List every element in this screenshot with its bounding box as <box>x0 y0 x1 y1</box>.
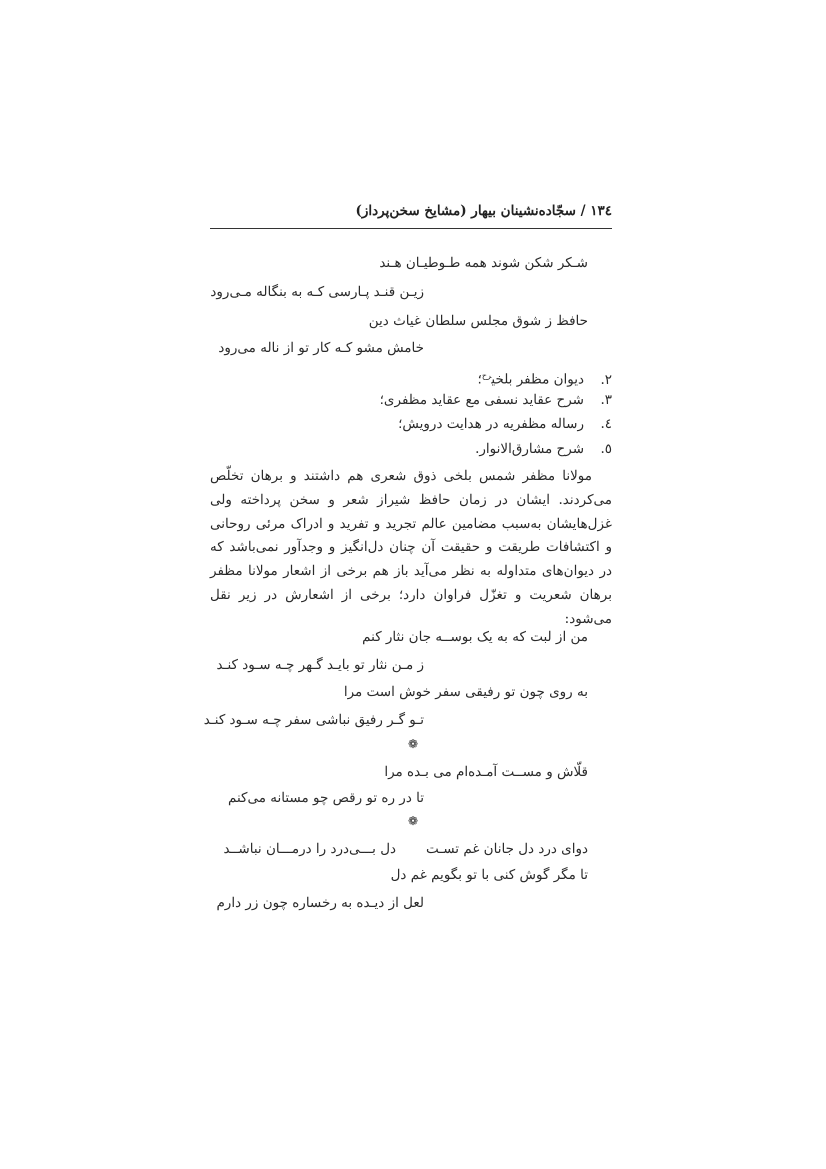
body-paragraph: مولانا مظفر شمس بلخی ذوق شعری هم داشتند و برهان تخلّص می‌کردند. ایشان در زمان حافظ شیراز شعر و سخن پرداخته ولی غزل‌هایشان به‌سبب مضامین عالم تجرید و تفرید و ادراک مرئی روحانی و اکتشافات طریقت و حقیقت آن چنان دل‌انگیز و وجدآور نمی‌باشد که در دیوان‌های متداوله به نظر می‌آید باز هم برخی از اشعار مولانا مظفر برهان شعریت و تغزّل فراوان دارد؛ برخی از اشعارش در زیر نقل می‌شود: <box>210 468 612 627</box>
header-separator: / <box>580 203 586 219</box>
list-number: ٥. <box>600 441 612 457</box>
section-star: ❁ <box>407 737 419 751</box>
hemistich-right: دوای درد دل جانان غم تسـت <box>426 841 588 857</box>
hemistich-left: دل بـــی‌درد را درمـــان نباشــد <box>223 841 397 857</box>
verse-line: زیـن قنـد پـارسی کـه به بنگاله مـی‌رود <box>210 284 424 300</box>
verse-line: تا مگر گوش کنی با تو بگویم غم دل <box>390 867 588 883</box>
list-item <box>380 391 612 409</box>
header-rule <box>210 228 612 229</box>
list-number: ٣. <box>600 392 612 408</box>
list-item <box>478 367 612 389</box>
list-text: شرح مشارق‌الانوار. <box>475 441 584 457</box>
verse-line: تا در ره تو رقص چو مستانه می‌کنم <box>227 790 424 806</box>
verse-line <box>223 840 588 858</box>
verse-line: ز مـن نثار تو بایـد گـهر چـه سـود کنـد <box>216 657 424 673</box>
list-item <box>475 440 612 458</box>
verse-line: تـو گـر رفیق نباشی سفر چـه سـود کنـد <box>203 712 424 728</box>
verse-line: حافظ ز شوق مجلس سلطان غیاث دین <box>368 313 588 329</box>
list-text: رساله مظفریه در هدایت درویش؛ <box>398 416 584 432</box>
verse-line: به روی چون تو رفیقی سفر خوش است مرا <box>343 684 588 700</box>
page-number: ١٣٤ <box>590 203 612 219</box>
verse-line: خامش مشو کـه کار تو از ناله می‌رود <box>218 340 424 356</box>
list-number: ٢. <box>600 371 612 388</box>
list-text: دیوان مظفر بلخی <box>491 371 584 388</box>
list-item <box>398 415 612 433</box>
verse-line: قلّاش و مســت آمـده‌ام می بـده مرا <box>384 764 588 780</box>
verse-line: شـکر شکن شوند همه طـوطیـان هـند <box>379 255 588 271</box>
verse-line: لعل از دیـده به رخساره چون زر دارم <box>216 895 424 911</box>
list-number: ٤. <box>600 416 612 432</box>
list-suffix: ؛ <box>477 371 482 388</box>
section-star: ❁ <box>407 814 419 828</box>
book-title: سجّاده‌نشینان بیهار (مشایخ سخن‌پرداز) <box>355 203 576 219</box>
honorific: رح <box>481 371 492 380</box>
list-text: شرح عقاید نسفی مع عقاید مظفری؛ <box>379 392 584 408</box>
running-header <box>210 203 612 227</box>
verse-line: من از لبت که به یک بوســه جان نثار کنم <box>362 629 588 645</box>
